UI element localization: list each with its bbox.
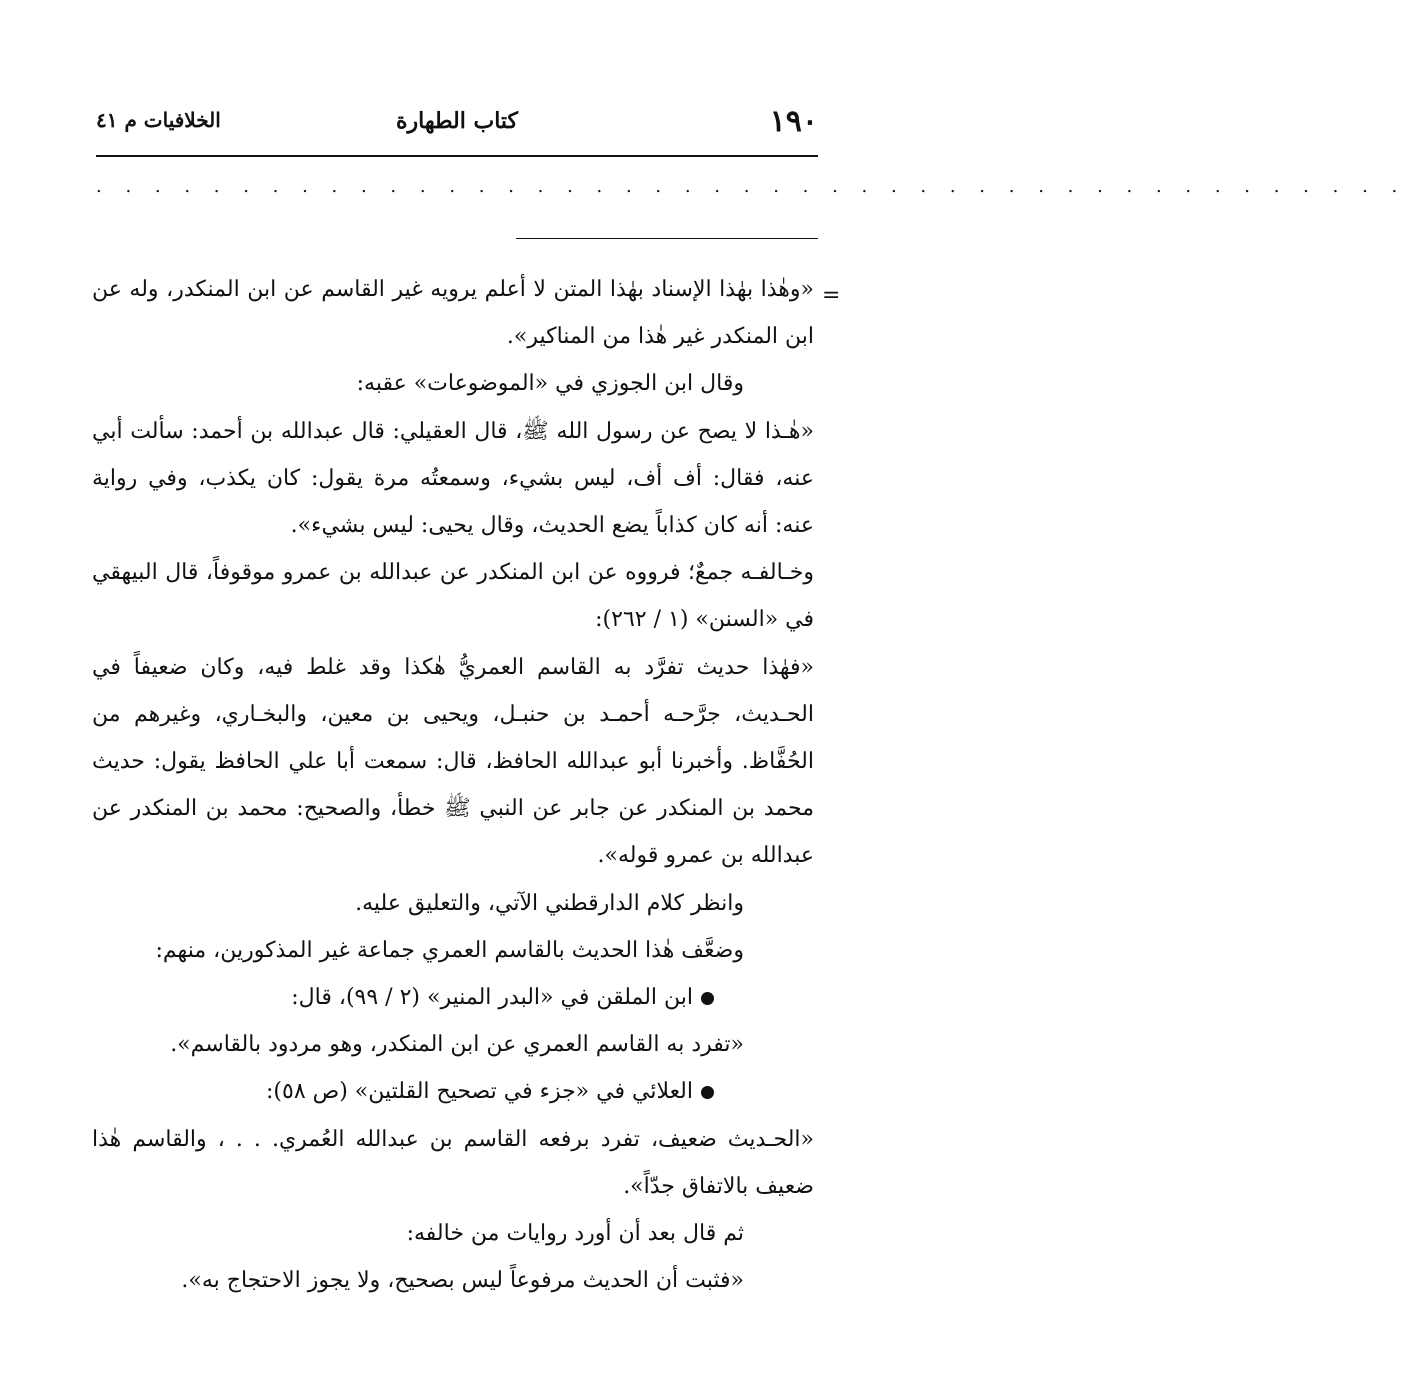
- book-title: كتاب الطهارة: [395, 108, 519, 134]
- bullet-icon: [701, 992, 714, 1005]
- paragraph: «تفرد به القاسم العمري عن ابن المنكدر، وهو مردود بالقاسم».: [170, 1032, 744, 1058]
- footnote-body: [92, 266, 814, 1304]
- series-label: الخلافيات م ٤١: [96, 108, 221, 132]
- paragraph: «الحـديث ضعيف، تفرد برفعه القاسم بن عبدالله العُمري. . . ، والقاسم هٰذا ضعيف بالاتفاق جدّاً».: [92, 1126, 814, 1199]
- paragraph: «هٰـذا لا يصح عن رسول الله ﷺ، قال العقيلي: قال عبدالله بن أحمد: سألت أبي عنه، فقال: أف أف، ليس بشيء، وسمعتُه مرة يقول: كان يكذب، وفي رواية عنه: أنه كان كذاباً يضع الحديث، وقال يحيى: ليس بشيء».: [92, 418, 814, 539]
- bullet-item: [92, 1068, 814, 1115]
- paragraph: وضعَّف هٰذا الحديث بالقاسم العمري جماعة غير المذكورين، منهم:: [155, 937, 744, 963]
- bullet-item: [92, 974, 814, 1021]
- paragraph: وانظر كلام الدارقطني الآتي، والتعليق عليه.: [355, 890, 744, 916]
- header-rule: [96, 155, 818, 157]
- page-number: ١٩٠: [769, 104, 818, 139]
- page-header: [96, 104, 818, 144]
- footnote-separator: [516, 238, 818, 239]
- paragraph: «فهٰذا حديث تفرَّد به القاسم العمريُّ هٰكذا وقد غلط فيه، وكان ضعيفاً في الحـديث، جرَّحـه أحمـد بن حنبـل، ويحيى بن معين، والبخـاري، وغيرهم من الحُفَّاظ. وأخبرنا أبو عبدالله الحافظ، قال: سمعت أبا علي الحافظ يقول: حديث محمد بن المنكدر عن جابر عن النبي ﷺ خطأ، والصحيح: محمد بن المنكدر عن عبدالله بن عمرو قوله».: [92, 654, 814, 869]
- bullet-text: ابن الملقن في «البدر المنير» (٢ / ٩٩)، قال:: [291, 985, 693, 1011]
- paragraph: وقال ابن الجوزي في «الموضوعات» عقبه:: [356, 371, 744, 397]
- paragraph: «فثبت أن الحديث مرفوعاً ليس بصحيح، ولا يجوز الاحتجاج به».: [181, 1268, 744, 1294]
- bullet-text: العلائي في «جزء في تصحيح القلتين» (ص ٥٨):: [266, 1079, 693, 1105]
- continuation-mark: =: [822, 283, 841, 308]
- paragraph: «وهٰذا بهٰذا الإسناد بهٰذا المتن لا أعلم يرويه غير القاسم عن ابن المنكدر، وله عن ابن المنكدر غير هٰذا من المناكير».: [92, 277, 814, 350]
- bullet-icon: [701, 1086, 714, 1099]
- paragraph: ثم قال بعد أن أورد روايات من خالفه:: [406, 1221, 744, 1247]
- dotted-line: . . . . . . . . . . . . . . . . . . . . . . . . . . . . . . . . . . . . . . . . . . . . .: [96, 176, 1406, 197]
- paragraph: وخـالفـه جمعٌ؛ فرووه عن ابن المنكدر عن عبدالله بن عمرو موقوفاً، قال البيهقي في «السنن» (١ / ٢٦٢):: [92, 560, 814, 633]
